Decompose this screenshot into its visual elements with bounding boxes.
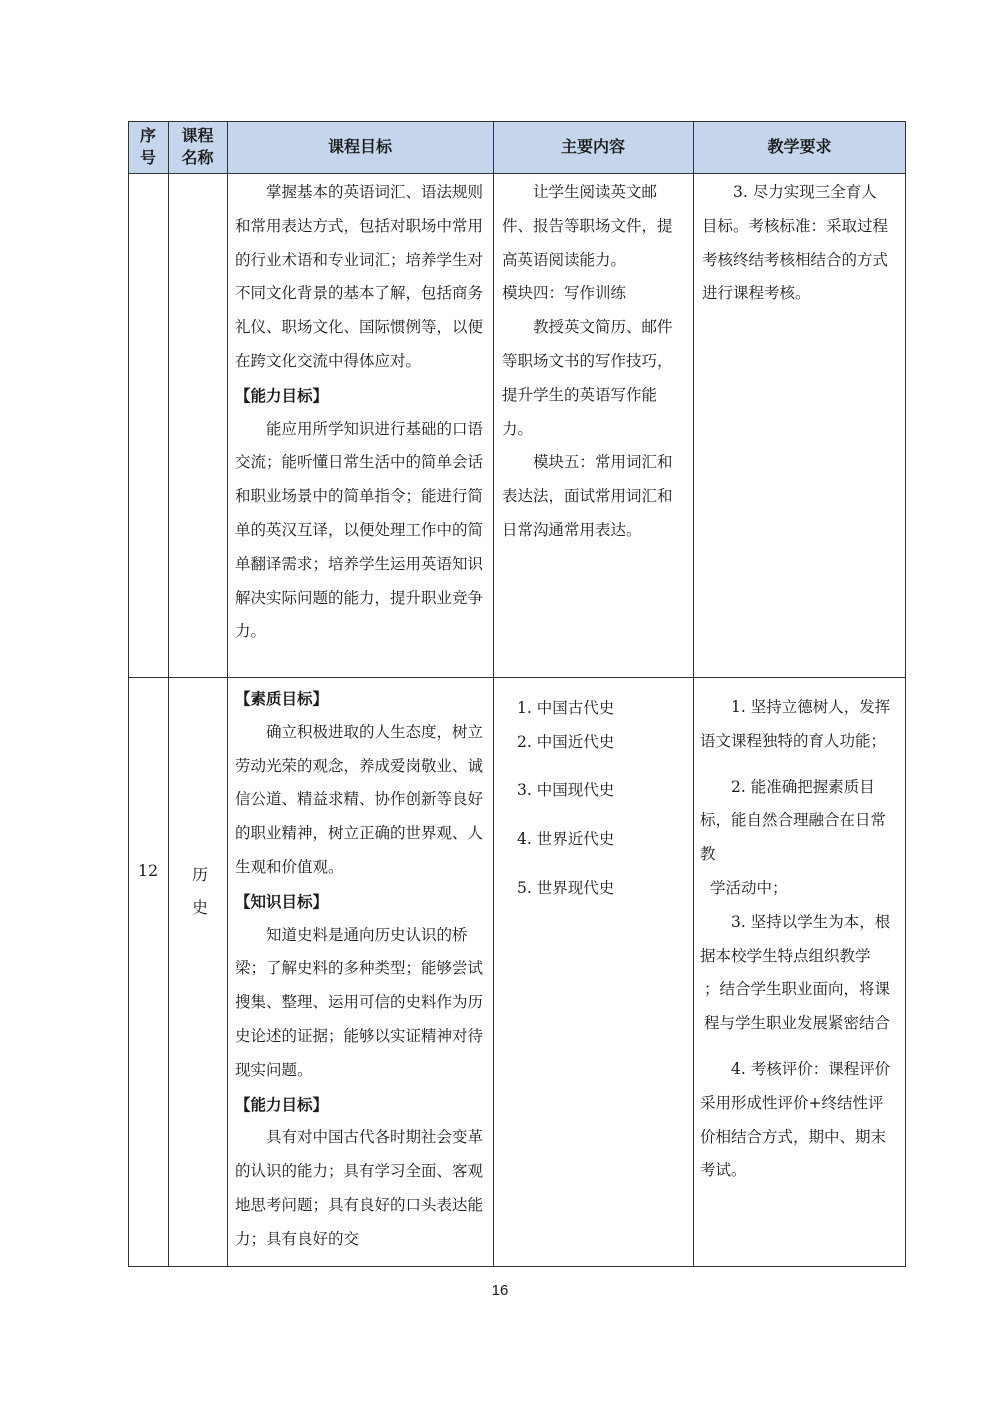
requirement-4: 4. 考核评价：课程评价采用形成性评价+终结性评价相结合方式，期中、期末考试。 [700,1059,891,1180]
header-course-goals: 课程目标 [327,137,392,156]
col-line-2 [227,121,228,1267]
table-border-bottom [128,1266,906,1267]
requirement-2b: 学活动中； [710,878,788,897]
content-module5: 模块五：常用词汇和表达法，面试常用词汇和日常沟通常用表达。 [502,453,673,539]
goals-cell-row12 [235,682,483,1257]
goals-cell-continued [235,176,483,649]
content-item-contemporary-china: 3. 中国现代史 [517,781,615,799]
requirement-3b: ；结合学生职业面向，将课程与学生职业发展紧密结合 [704,980,891,1033]
goals-knowledge-text: 掌握基本的英语词汇、语法规则和常用表达方式，包括对职场中常用的行业术语和专业词汇；培养学生对不同文化背景的基本了解，包括商务礼仪、职场文化、国际惯例等，以便在跨文化交流中得体应对。 [235,183,484,370]
col-line-0 [128,121,129,1267]
goals-knowledge-text-row12: 知道史料是通向历史认识的桥梁；了解史料的多种类型；能够尝试搜集、整理、运用可信的史料作为历史论述的证据；能够以实证精神对待现实问题。 [235,925,484,1079]
header-divider [128,173,906,174]
row-divider [128,677,906,678]
table-border-top [128,121,906,122]
goals-ability-text-row12: 具有对中国古代各时期社会变革的认识的能力；具有学习全面、客观地思考问题；具有良好的口头表达能力；具有良好的交 [235,1128,484,1248]
content-cell-continued [502,176,686,548]
goals-ability-heading-row12: 【能力目标】 [235,1094,329,1114]
content-module4: 模块四：写作训练 [502,284,627,303]
content-cell-row12 [517,691,687,905]
goals-quality-text: 确立积极进取的人生态度，树立劳动光荣的观念，养成爱岗敬业、诚信公道、精益求精、协作创新等良好的职业精神，树立正确的世界观、人生观和价值观。 [235,722,484,876]
header-main-content: 主要内容 [560,137,625,156]
col-line-5 [905,121,906,1267]
requirement-3a: 3. 坚持以学生为本，根据本校学生特点组织教学 [700,912,891,965]
content-reading-text: 让学生阅读英文邮件、报告等职场文件，提高英语阅读能力。 [502,183,673,269]
course-table [128,121,906,1267]
content-writing-text: 教授英文简历、邮件等职场文书的写作技巧，提升学生的英语写作能力。 [502,318,673,438]
goals-quality-heading: 【素质目标】 [235,689,329,708]
requirements-assessment-text: 3. 尽力实现三全育人目标。考核标准：采取过程考核终结考核相结合的方式进行课程考核。 [702,183,889,303]
page-number: 16 [491,1282,509,1299]
col-line-3 [493,121,494,1267]
goals-knowledge-heading: 【知识目标】 [235,891,329,911]
content-item-world-modern: 4. 世界近代史 [517,830,615,848]
row12-seq: 12 [137,861,159,880]
content-item-ancient-china: 1. 中国古代史 [517,699,615,717]
col-line-1 [168,121,169,1267]
content-item-world-contemporary: 5. 世界现代史 [517,879,615,897]
requirement-2a: 2. 能准确把握素质目标，能自然合理融合在日常教 [700,777,887,864]
goals-ability-heading: 【能力目标】 [235,385,329,405]
header-course-name: 课程名称 [181,126,214,167]
goals-ability-text: 能应用所学知识进行基础的口语交流；能听懂日常生活中的简单会话和职业场景中的简单指令；能进行简单的英汉互译，以便处理工作中的简单翻译需求；培养学生运用英语知识解决实际问题的能力，提升职业竞争力。 [235,419,484,641]
requirements-cell-row12 [700,691,896,1188]
requirements-cell-continued [702,176,890,311]
header-seq: 序号 [139,126,156,167]
header-teaching-requirements: 教学要求 [767,137,832,156]
requirement-1: 1. 坚持立德树人，发挥语文课程独特的育人功能； [700,698,891,750]
row12-course-name: 历史 [191,865,208,917]
content-item-modern-china: 2. 中国近代史 [517,733,615,751]
col-line-4 [693,121,694,1267]
